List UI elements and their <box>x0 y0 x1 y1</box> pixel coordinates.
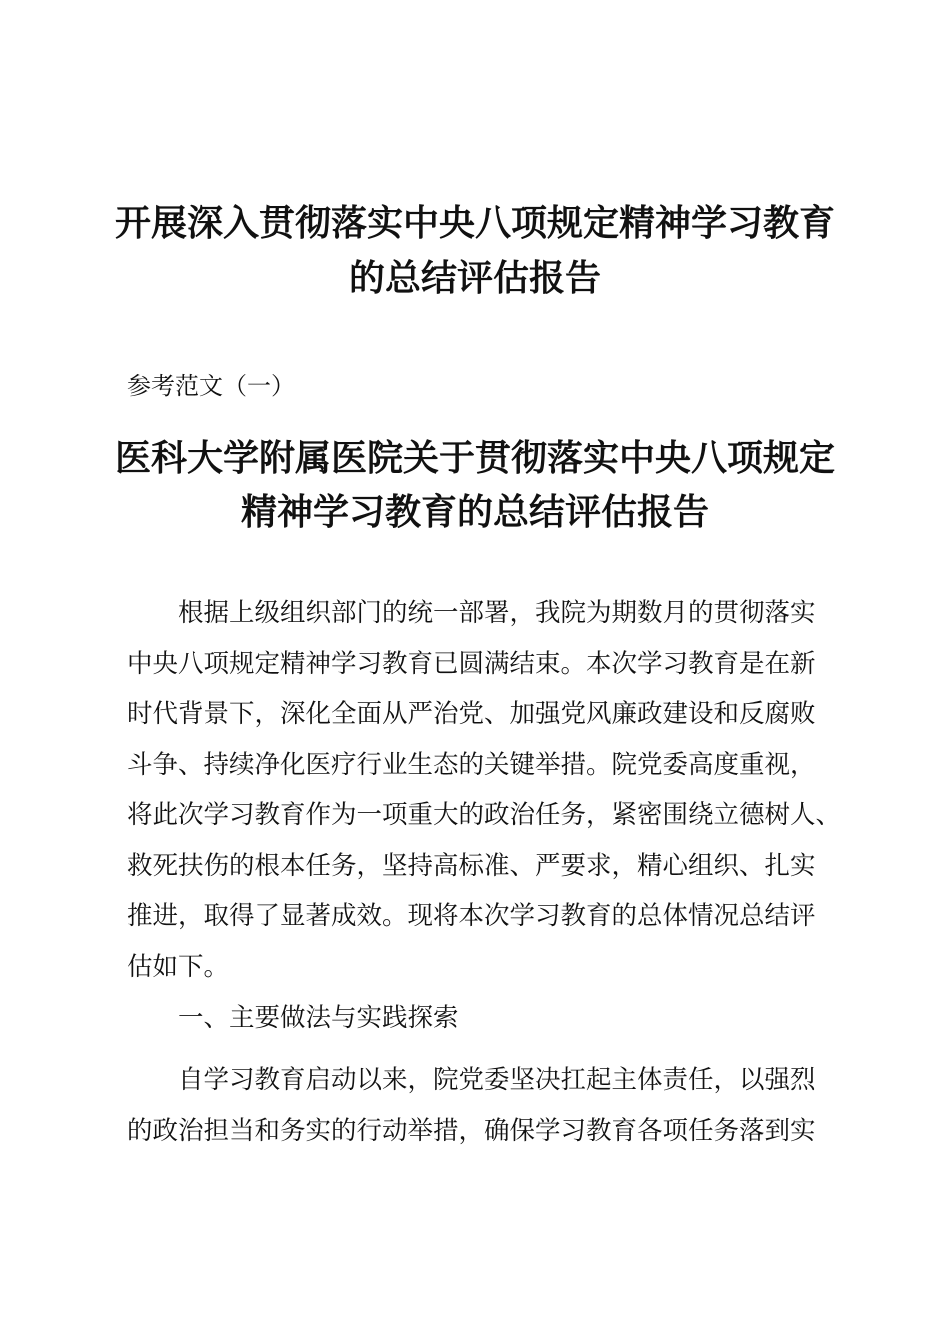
sample-label: 参考范文（一） <box>127 372 295 400</box>
main-title <box>100 196 850 306</box>
text-line: 救死扶伤的根本任务，坚持高标准、严要求，精心组织、扎实 <box>127 850 816 881</box>
text-line: 估如下。 <box>127 951 230 982</box>
main-title-line: 的总结评估报告 <box>348 258 601 299</box>
text-line: 推进，取得了显著成效。现将本次学习教育的总体情况总结评 <box>127 901 816 931</box>
sub-title-line: 精神学习教育的总结评估报告 <box>240 492 709 533</box>
text-line: 中央八项规定精神学习教育已圆满结束。本次学习教育是在新 <box>127 648 816 679</box>
text-line: 时代背景下，深化全面从严治党、加强党风廉政建设和反腐败 <box>127 699 816 729</box>
text-line: 斗争、持续净化医疗行业生态的关键举措。院党委高度重视， <box>127 749 816 780</box>
sub-title-line: 医科大学附属医院关于贯彻落实中央八项规定 <box>114 438 835 479</box>
main-title-line: 开展深入贯彻落实中央八项规定精神学习教育 <box>114 203 835 244</box>
sub-title <box>100 432 850 540</box>
text-line: 的政治担当和务实的行动举措，确保学习教育各项任务落到实 <box>127 1115 816 1146</box>
paragraph-practice <box>127 1055 847 1156</box>
section-heading: 一、主要做法与实践探索 <box>127 1003 459 1033</box>
text-line: 根据上级组织部门的统一部署，我院为期数月的贯彻落实 <box>127 598 816 628</box>
text-line: 自学习教育启动以来，院党委坚决扛起主体责任，以强烈 <box>127 1065 816 1095</box>
paragraph-intro <box>127 588 847 992</box>
text-line: 将此次学习教育作为一项重大的政治任务，紧密围绕立德树人、 <box>127 800 842 830</box>
